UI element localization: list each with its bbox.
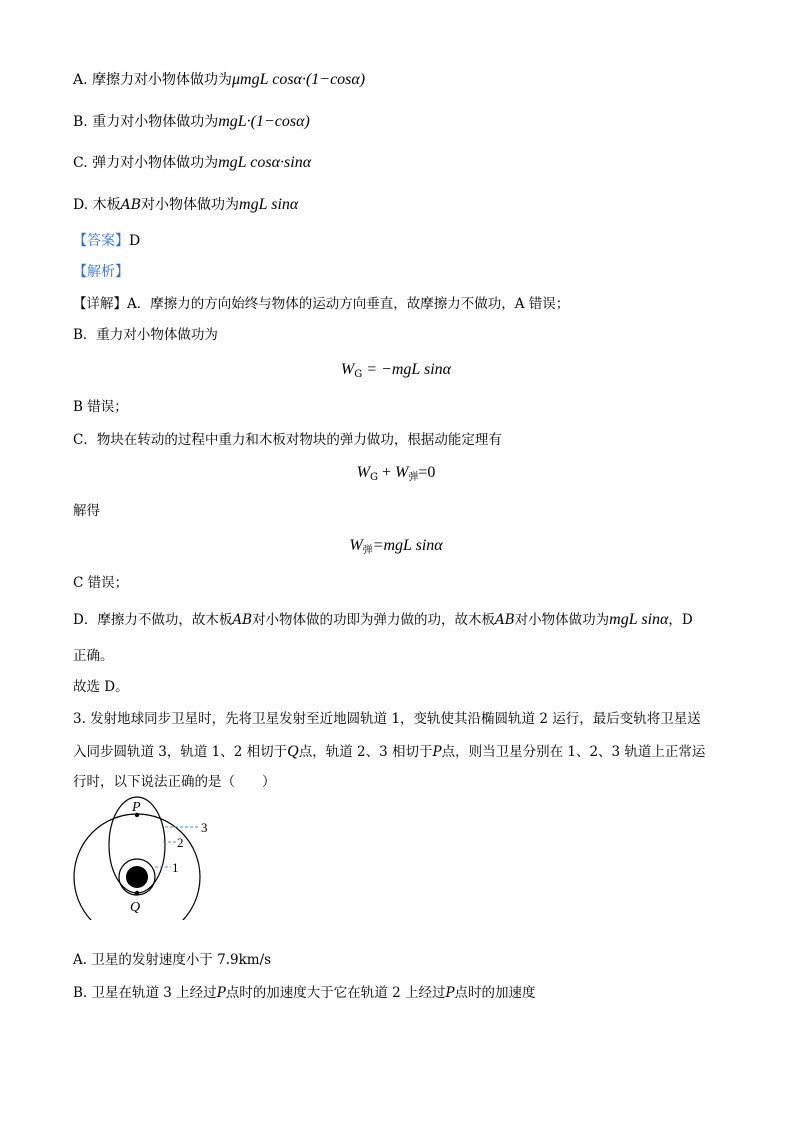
eq1-lhs: W — [340, 361, 355, 378]
q3-option-b-p2: P — [445, 985, 455, 1001]
option-c-formula: mgL cosα·sinα — [218, 154, 312, 171]
q3-line-3: 行时，以下说法正确的是（ ） — [73, 774, 276, 790]
line7-ab-1: AB — [232, 612, 252, 628]
option-b-text: B. 重力对小物体做功为 — [73, 114, 219, 130]
eq1-rhs: = −mgL sinα — [362, 361, 452, 378]
eq3-rhs: =mgL sinα — [372, 537, 443, 554]
detail-line-7 — [73, 610, 693, 630]
q3-line2-c: 点，则当卫星分别在 1、2、3 轨道上正常运 — [441, 744, 706, 760]
option-d-mid: 对小物体做功为 — [141, 197, 240, 213]
analysis-tag: 【解析】 — [73, 264, 129, 280]
eq2-sub2: 弹 — [408, 472, 419, 483]
q3-option-a: A. 卫星的发射速度小于 7.9km/s — [73, 952, 272, 968]
option-d — [73, 195, 298, 215]
q3-option-b — [73, 983, 536, 1003]
line7-part-a: D．摩擦力不做功，故木板 — [73, 612, 233, 628]
eq2-sub1: G — [369, 472, 378, 483]
q3-option-b-3: 点时的加速度 — [454, 985, 536, 1001]
point-q — [135, 891, 139, 895]
eq2-rhs: =0 — [418, 464, 436, 481]
answer-tag: 【答案】 — [73, 233, 129, 249]
eq2-w2: W — [395, 464, 409, 481]
option-a-text: A. 摩擦力对小物体做功为 — [73, 72, 233, 88]
option-d-ab: AB — [120, 197, 142, 213]
figure-label-1: 1 — [172, 860, 179, 875]
detail-line-2: B．重力对小物体做功为 — [73, 327, 218, 343]
equation-1 — [0, 360, 792, 385]
line7-ab-2: AB — [495, 612, 515, 628]
eq3-lhs: W — [349, 537, 363, 554]
q3-line-2 — [73, 742, 705, 762]
line7-part-d: ，D — [668, 612, 693, 628]
earth — [126, 866, 148, 888]
line7-formula: mgL sinα — [609, 611, 669, 628]
q3-option-b-1: B. 卫星在轨道 3 上经过 — [73, 985, 217, 1001]
detail-line-6: C 错误； — [73, 575, 129, 591]
option-c-text: C. 弹力对小物体做功为 — [73, 155, 219, 171]
line7-part-b: 对小物体做的功即为弹力做的功，故木板 — [252, 612, 495, 628]
option-d-text: D. 木板 — [73, 197, 121, 213]
figure-label-p: P — [132, 800, 141, 815]
option-a-formula: μmgL cosα·(1−cosα) — [232, 71, 366, 88]
option-b — [73, 112, 310, 132]
detail-line-8: 正确。 — [73, 648, 114, 664]
figure-label-q: Q — [130, 900, 141, 915]
q3-line-1: 3. 发射地球同步卫星时，先将卫星发射至近地圆轨道 1，变轨使其沿椭圆轨道 2 运行，最后变轨将卫星送 — [73, 711, 701, 727]
detail-line-9: 故选 D。 — [73, 679, 129, 695]
eq2-plus: + — [377, 464, 395, 481]
figure-label-2: 2 — [177, 835, 184, 850]
orbit-figure — [70, 795, 230, 920]
detail-line-3: B 错误； — [73, 399, 128, 415]
q3-line2-a: 入同步圆轨道 3，轨道 1、2 相切于 — [73, 744, 288, 760]
detail-line-4: C．物块在转动的过程中重力和木板对物块的弹力做功，根据动能定理有 — [73, 432, 502, 448]
option-d-formula: mgL sinα — [239, 196, 299, 213]
eq3-sub: 弹 — [362, 545, 373, 556]
option-c — [73, 153, 311, 173]
option-a — [73, 70, 365, 90]
detail-line-1: 【详解】A．摩擦力的方向始终与物体的运动方向垂直，故摩擦力不做功，A 错误； — [73, 296, 570, 312]
q3-option-b-2: 点时的加速度大于它在轨道 2 上经过 — [225, 985, 446, 1001]
line7-part-c: 对小物体做功为 — [514, 612, 610, 628]
eq1-sub: G — [354, 369, 363, 380]
q3-line2-b: 点，轨道 2、3 相切于 — [298, 744, 433, 760]
q3-q-label: Q — [287, 743, 299, 760]
equation-3 — [0, 536, 792, 561]
eq2-w1: W — [356, 464, 370, 481]
q3-option-b-p1: P — [216, 985, 226, 1001]
figure-label-3: 3 — [201, 820, 208, 835]
equation-2 — [0, 463, 792, 488]
answer-line — [73, 231, 140, 251]
q3-p-label: P — [432, 744, 442, 760]
option-b-formula: mgL·(1−cosα) — [218, 113, 310, 130]
answer-value: D — [129, 233, 141, 249]
detail-line-5: 解得 — [73, 503, 100, 519]
